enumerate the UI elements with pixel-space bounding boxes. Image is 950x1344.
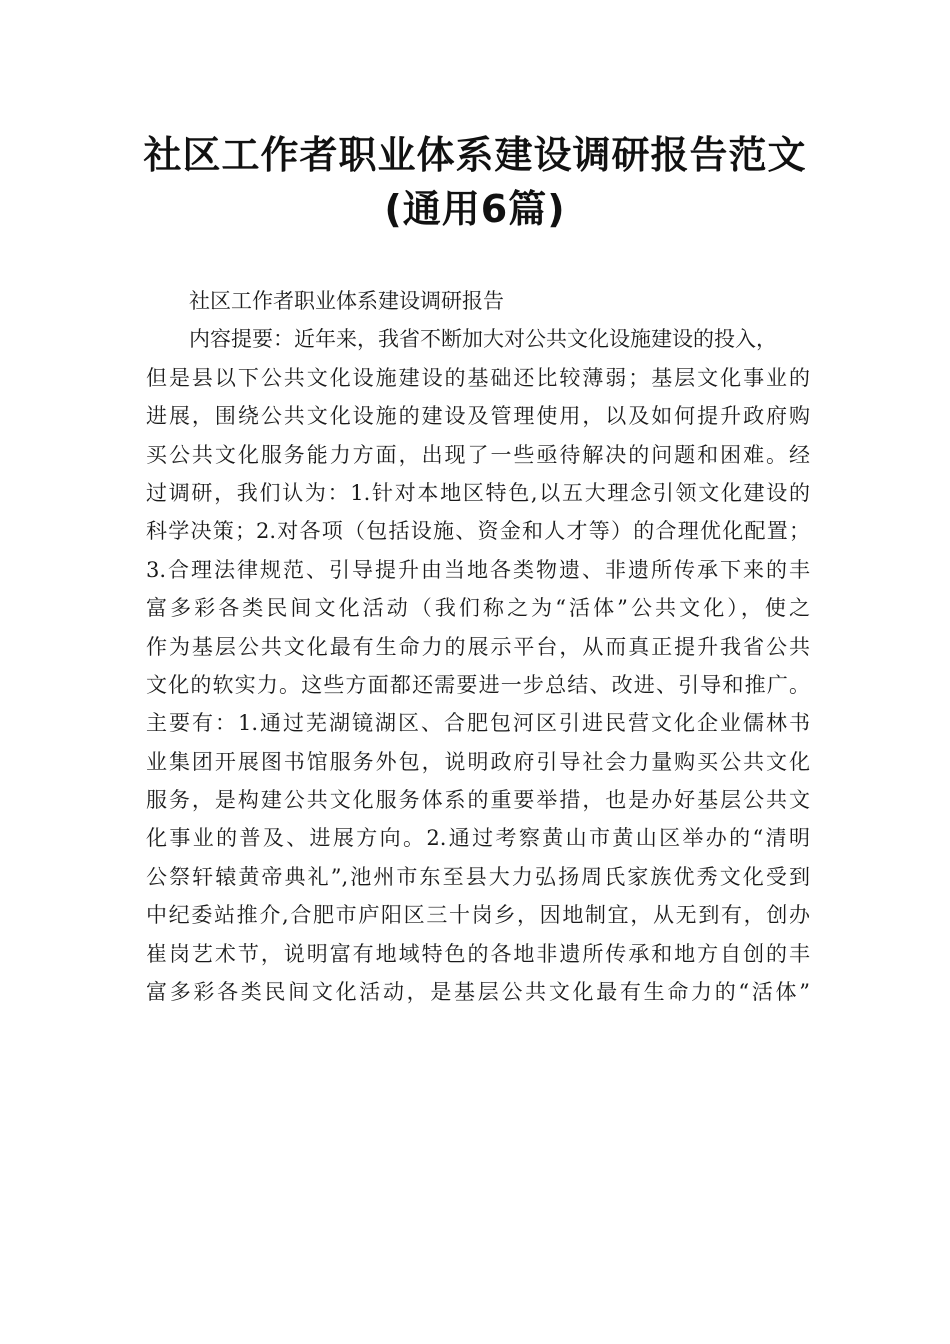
section-heading: 社区工作者职业体系建设调研报告 [189, 289, 504, 313]
paragraph-line: 富多彩各类民间文化活动（我们称之为“活体”公共文化），使之 [146, 596, 810, 621]
paragraph-line: 作为基层公共文化最有生命力的展示平台，从而真正提升我省公共 [146, 634, 810, 659]
paragraph-line: 主要有：1.通过芜湖镜湖区、合肥包河区引进民营文化企业儒林书 [146, 711, 810, 736]
paragraph-line: 公祭轩辕黄帝典礼”,池州市东至县大力弘扬周氏家族优秀文化受到 [146, 864, 810, 889]
paragraph-line: 文化的软实力。这些方面都还需要进一步总结、改进、引导和推广。 [146, 672, 810, 697]
paragraph-line: 进展，围绕公共文化设施的建设及管理使用，以及如何提升政府购 [146, 404, 810, 429]
paragraph-line: 内容提要：近年来，我省不断加大对公共文化设施建设的投入， [189, 327, 777, 352]
paragraph-line: 过调研，我们认为：1.针对本地区特色,以五大理念引领文化建设的 [146, 480, 810, 505]
paragraph-line: 化事业的普及、进展方向。2.通过考察黄山市黄山区举办的“清明 [146, 826, 810, 851]
title-line-1: 社区工作者职业体系建设调研报告范文 [143, 133, 807, 177]
paragraph-line: 崔岗艺术节，说明富有地域特色的各地非遗所传承和地方自创的丰 [146, 941, 810, 966]
paragraph-line: 富多彩各类民间文化活动，是基层公共文化最有生命力的“活体” [146, 980, 810, 1005]
document-title [0, 128, 950, 236]
paragraph-line: 业集团开展图书馆服务外包，说明政府引导社会力量购买公共文化 [146, 749, 810, 774]
title-line-2: (通用6篇) [384, 187, 566, 231]
paragraph-line: 3.合理法律规范、引导提升由当地各类物遗、非遗所传承下来的丰 [146, 557, 810, 582]
paragraph-line: 中纪委站推介,合肥市庐阳区三十岗乡，因地制宜，从无到有，创办 [146, 903, 810, 928]
paragraph-line: 买公共文化服务能力方面，出现了一些亟待解决的问题和困难。经 [146, 442, 810, 467]
paragraph-line: 服务，是构建公共文化服务体系的重要举措，也是办好基层公共文 [146, 788, 810, 813]
paragraph-line: 科学决策；2.对各项（包括设施、资金和人才等）的合理优化配置； [146, 519, 810, 544]
document-body [146, 282, 810, 1011]
paragraph-line: 但是县以下公共文化设施建设的基础还比较薄弱；基层文化事业的 [146, 365, 810, 390]
